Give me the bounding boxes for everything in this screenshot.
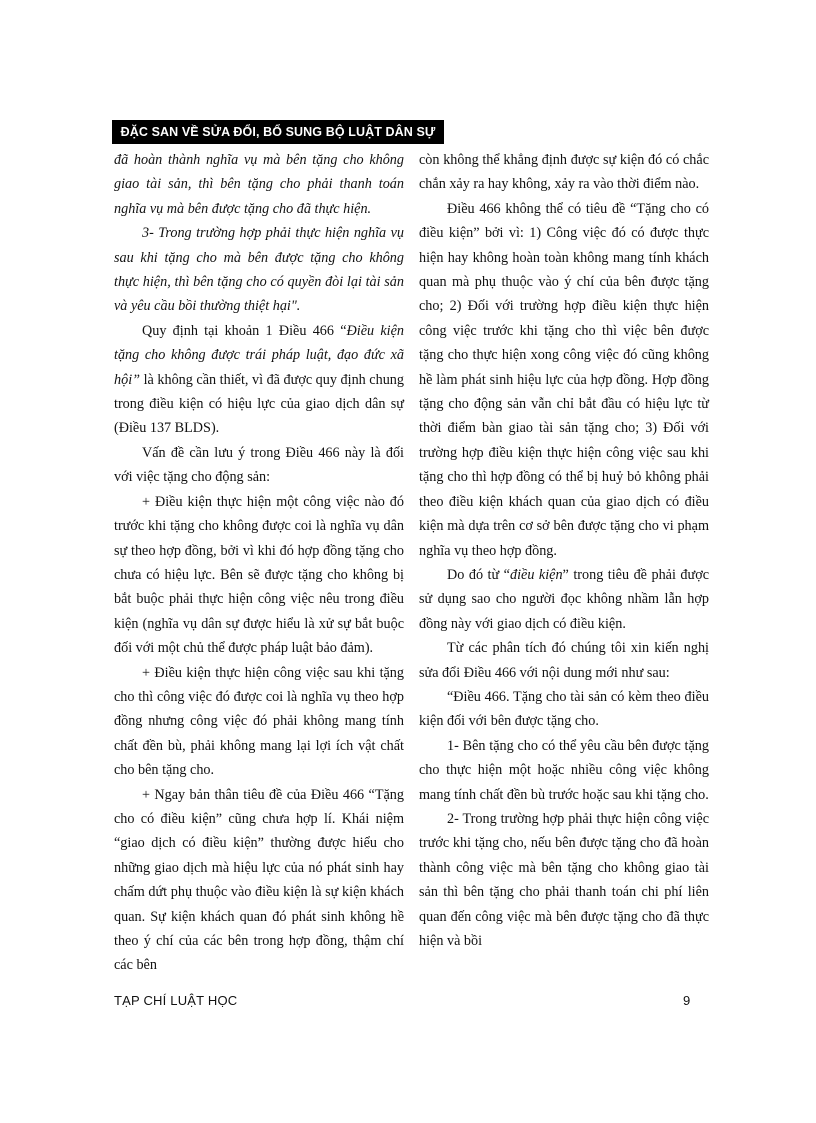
paragraph: Điều 466 không thể có tiêu đề “Tặng cho có điều kiện” bởi vì: 1) Công việc đó có được thực hiện hay không hoàn toàn không mang tính khách quan mà phụ thuộc vào ý chí của bên được tặng cho; 2) Đối với trường hợp điều kiện thực hiện công việc trước khi tặng cho thì việc bên được tặng cho thực hiện xong công việc đó cũng không hề làm phát sinh hiệu lực của hợp đồng. Hợp đồng tặng cho động sản vẫn chỉ bắt đầu có hiệu lực từ thời điểm bàn giao tài sản tặng cho; 3) Đối với trường hợp điều kiện thực hiện công việc sau khi tặng cho thì hợp đồng có thể bị huỷ bỏ không phải theo điều kiện khách quan của giao dịch có điều kiện mà dựa trên cơ sở bên được tặng cho vi phạm nghĩa vụ theo hợp đồng. [419, 200, 709, 559]
paragraph: 2- Trong trường hợp phải thực hiện công việc trước khi tặng cho, nếu bên được tặng cho đã hoàn thành công việc mà bên tặng cho không giao tài sản thì bên tặng cho phải thanh toán chi phí liên quan đến công việc mà bên được tặng cho đã thực hiện và bồi [419, 810, 709, 949]
paragraph: 3- Trong trường hợp phải thực hiện nghĩa vụ sau khi tặng cho mà bên được tặng cho không thực hiện, thì bên tặng cho có quyền đòi lại tài sản và yêu cầu bồi thường thiệt hại". [114, 225, 404, 315]
paragraph: + Điều kiện thực hiện một công việc nào đó trước khi tặng cho không được coi là nghĩa vụ dân sự theo hợp đồng, bởi vì khi đó hợp đồng tặng cho chưa có hiệu lực. Bên sẽ được tặng cho không bị bắt buộc phải thực hiện công việc nêu trong điều kiện (nghĩa vụ dân sự được hiểu là xử sự bắt buộc đối với một chủ thể được pháp luật bảo đảm). [114, 493, 404, 657]
text-run: Do đó từ “ [447, 566, 510, 583]
left-column [114, 148, 404, 978]
paragraph: đã hoàn thành nghĩa vụ mà bên tặng cho không giao tài sản, thì bên tặng cho phải thanh toán nghĩa vụ mà bên được tặng cho đã thực hiện. [114, 152, 404, 217]
paragraph: Vấn đề cần lưu ý trong Điều 466 này là đối với việc tặng cho động sản: [114, 444, 404, 486]
quoted-italic-text: điều kiện [509, 566, 563, 583]
quoted-italic-text: Điều kiện tặng cho không được trái pháp luật, đạo đức xã hội” [114, 322, 404, 388]
paragraph: còn không thể khẳng định được sự kiện đó có chắc chắn xảy ra hay không, xảy ra vào thời điểm nào. [419, 152, 709, 193]
text-run: ” trong tiêu đề phải được sử dụng sao cho người đọc không nhầm lẫn hợp đồng này với giao dịch có điều kiện. [419, 566, 709, 632]
text-run: Quy định tại khoản 1 Điều 466 “ [142, 322, 347, 339]
page-number: 9 [683, 993, 691, 1008]
section-header: ĐẶC SAN VỀ SỬA ĐỔI, BỔ SUNG BỘ LUẬT DÂN SỰ [112, 120, 444, 144]
journal-name: TẠP CHÍ LUẬT HỌC [114, 993, 238, 1008]
text-run: là không cần thiết, vì đã được quy định chung trong điều kiện có hiệu lực của giao dịch dân sự (Điều 137 BLDS). [114, 371, 404, 437]
paragraph: Từ các phân tích đó chúng tôi xin kiến nghị sửa đổi Điều 466 với nội dung mới như sau: [419, 640, 709, 681]
paragraph: 1- Bên tặng cho có thể yêu cầu bên được tặng cho thực hiện một hoặc nhiều công việc không mang tính chất đền bù trước hoặc sau khi tặng cho. [419, 737, 709, 803]
paragraph [114, 319, 404, 441]
paragraph: “Điều 466. Tặng cho tài sản có kèm theo điều kiện đối với bên được tặng cho. [419, 688, 709, 730]
right-column [419, 148, 709, 953]
paragraph: + Điều kiện thực hiện công việc sau khi tặng cho thì công việc đó được coi là nghĩa vụ theo hợp đồng nhưng công việc đó phải không mang tính chất đền bù, phải không mang lại lợi ích vật chất cho bên tặng cho. [114, 664, 404, 779]
paragraph [419, 563, 709, 636]
paragraph: + Ngay bản thân tiêu đề của Điều 466 “Tặng cho có điều kiện” cũng chưa hợp lí. Khái niệm “giao dịch có điều kiện” thường được hiểu cho những giao dịch mà hiệu lực của nó phát sinh hay chấm dứt phụ thuộc vào điều kiện là sự kiện khách quan. Sự kiện khách quan đó phát sinh không hề theo ý chí của các bên trong hợp đồng, thậm chí các bên [114, 786, 404, 974]
